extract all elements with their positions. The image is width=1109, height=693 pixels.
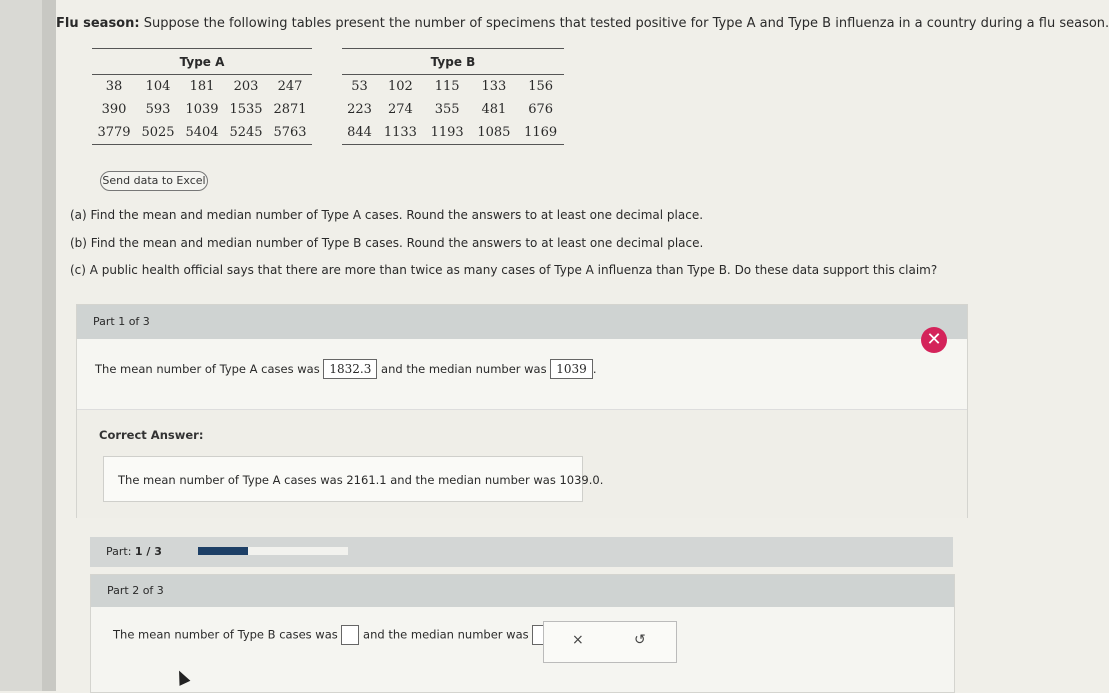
- table-cell: 203: [233, 79, 259, 94]
- undo-icon[interactable]: ↺: [634, 632, 646, 648]
- page-edge: [42, 0, 56, 691]
- table-cell: 1039: [185, 102, 219, 117]
- part1-mean-answer: 1832.3: [323, 359, 377, 379]
- table-cell: 38: [105, 79, 123, 94]
- answer-tools: [543, 621, 677, 663]
- table-cell: 5245: [224, 121, 268, 145]
- type-a-title: Type A: [92, 49, 312, 75]
- question-text: [56, 16, 1109, 31]
- progress-fill: [198, 547, 248, 555]
- table-cell: 3779: [92, 121, 136, 145]
- table-row: [92, 98, 312, 121]
- part1-mid: and the median number was: [381, 362, 547, 376]
- table-cell: 156: [528, 79, 554, 94]
- type-b-table: [342, 48, 564, 145]
- table-row: [92, 121, 312, 145]
- question-body: Suppose the following tables present the number of specimens that tested positive for Type A and Type B influenza in a country during a flu season.: [139, 16, 1109, 31]
- incorrect-x-icon: ✕: [921, 327, 947, 353]
- subquestion-c: (c) A public health official says that there are more than twice as many cases of Type A influenza than Type B. Do these data support this claim?: [70, 263, 938, 277]
- progress-track: [198, 547, 348, 555]
- table-row: [342, 98, 564, 121]
- part1-median-answer: 1039: [550, 359, 593, 379]
- part1-panel: [76, 304, 968, 518]
- part-progress-bar: [90, 537, 953, 567]
- table-cell: 5025: [136, 121, 180, 145]
- table-cell: 274: [388, 102, 413, 117]
- table-cell: 481: [481, 102, 507, 117]
- table-row: [92, 75, 312, 99]
- problem-content: [56, 0, 1109, 691]
- table-cell: 355: [434, 102, 460, 117]
- correct-answer-section: [77, 409, 967, 518]
- table-cell: 844: [342, 121, 377, 145]
- correct-answer-text: The mean number of Type A cases was 2161.1 and the median number was 1039.0.: [103, 456, 583, 502]
- part1-prefix: The mean number of Type A cases was: [95, 362, 320, 376]
- table-cell: 1535: [229, 102, 263, 117]
- type-b-mean-input[interactable]: [341, 625, 359, 645]
- table-cell: 5404: [180, 121, 224, 145]
- clear-icon[interactable]: ×: [572, 632, 584, 648]
- table-cell: 676: [528, 102, 554, 117]
- subquestion-b: (b) Find the mean and median number of Type B cases. Round the answers to at least one decimal place.: [70, 236, 704, 250]
- table-cell: 115: [434, 79, 460, 94]
- table-cell: 247: [277, 79, 303, 94]
- table-cell: 5763: [268, 121, 312, 145]
- table-cell: 223: [347, 102, 372, 117]
- table-cell: 102: [388, 79, 413, 94]
- question-lead: Flu season:: [56, 16, 140, 31]
- progress-label: [106, 537, 162, 567]
- table-cell: 181: [189, 79, 215, 94]
- table-row: [342, 121, 564, 145]
- part2-panel: [90, 574, 955, 693]
- type-b-title: Type B: [342, 49, 564, 75]
- table-cell: 104: [145, 79, 171, 94]
- table-cell: 1169: [517, 121, 564, 145]
- progress-label-prefix: Part:: [106, 545, 132, 558]
- part2-answer-line: [113, 625, 554, 645]
- part2-header: Part 2 of 3: [91, 575, 954, 607]
- table-cell: 390: [101, 102, 127, 117]
- table-cell: 133: [481, 79, 507, 94]
- part1-answer-line: [95, 359, 596, 379]
- left-margin: [0, 0, 56, 691]
- table-cell: 593: [145, 102, 171, 117]
- correct-answer-title: Correct Answer:: [99, 428, 204, 442]
- table-cell: 1193: [424, 121, 471, 145]
- part2-mid: and the median number was: [363, 627, 529, 642]
- table-row: [342, 75, 564, 99]
- type-a-table: [92, 48, 312, 145]
- subquestion-a: (a) Find the mean and median number of Type A cases. Round the answers to at least one decimal place.: [70, 208, 704, 222]
- table-cell: 53: [351, 79, 368, 94]
- part1-suffix: .: [592, 362, 597, 376]
- table-cell: 1085: [471, 121, 518, 145]
- table-cell: 2871: [273, 102, 307, 117]
- part1-header: Part 1 of 3: [77, 305, 967, 339]
- table-cell: 1133: [377, 121, 424, 145]
- part2-prefix: The mean number of Type B cases was: [113, 627, 338, 642]
- send-to-excel-button[interactable]: Send data to Excel: [100, 171, 208, 191]
- progress-label-value: 1 / 3: [134, 545, 162, 558]
